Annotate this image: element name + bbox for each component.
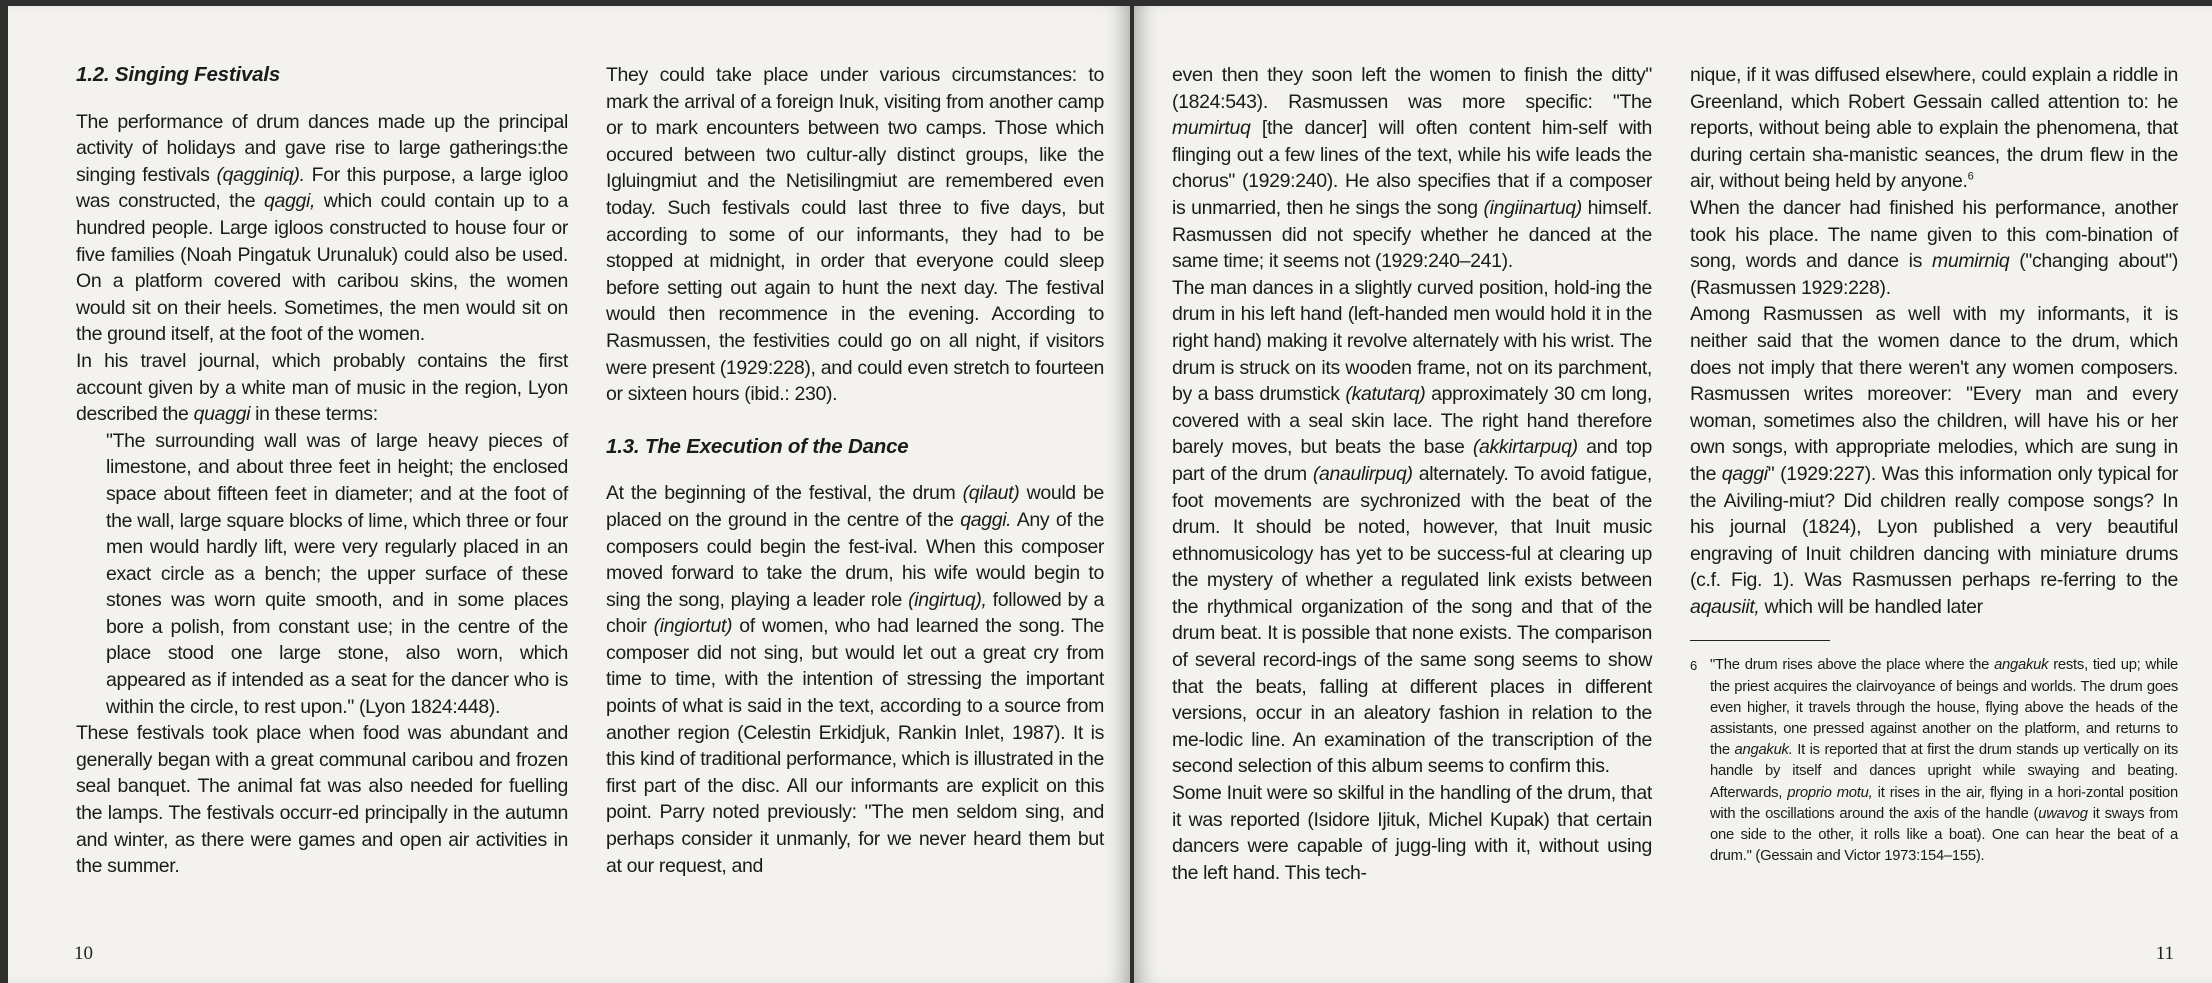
paragraph: even then they soon left the women to finish the ditty" (1824:543). Rasmussen was more specific: "The mumirtuq [the dancer] will often content him-self with flinging out a few lines of the text, while his wife leads the chorus" (1929:240). He also specifies that if a composer is unmarried, then he sings the song (ingiinartuq) himself. Rasmussen did not specify whether he danced at the same time; it seems not (1929:240–241). — [1172, 64, 1653, 273]
left-page — [8, 6, 1130, 983]
paragraph: The man dances in a slightly curved position, hold-ing the drum in his left hand (left-handed men would hold it in the right hand) making it revolve alternately with his wrist. The drum is struck on its wooden frame, not on its parchment, by a bass drumstick (katutarq) approximately 30 cm long, covered with a seal skin lace. The right hand therefore barely moves, but beats the base (akkirtarpuq) and top part of the drum (anaulirpuq) alternately. To avoid fatigue, foot movements are sychronized with the beat of the drum. It should be noted, however, that Inuit music ethnomusicology has yet to be success-ful at clearing up the mystery of whether a regulated link exists between the rhythmical organization of the song and that of the drum beat. It is possible that none exists. The comparison of several record-ings of the same song seems to show that the beats, falling at different places in different versions, occur in an aleatory fashion in relation to the me-lodic line. An examination of the transcription of the second selection of this album seems to confirm this. — [1172, 276, 1652, 778]
footnote-divider — [1690, 640, 1830, 641]
paragraph: The performance of drum dances made up the principal activity of holidays and gave rise to large gatherings:the singing festivals (qagginiq). For this purpose, a large igloo was constructed, the qaggi, which could contain up to a hundred people. Large igloos constructed to house four or five families (Noah Pingatuk Urunaluk) could also be used. On a platform covered with caribou skins, the women would sit on their heels. Sometimes, the men would sit on the ground itself, at the foot of the women. — [76, 110, 568, 346]
footnote — [1690, 655, 2178, 867]
footnote-text: "The drum rises above the place where the angakuk rests, tied up; while the priest acquires the clairvoyance of beings and worlds. The drum goes even higher, it travels through the house, flying above the heads of the assistants, one pressed against another on the platform, and returns to the angakuk. It is reported that at first the drum stands up vertically on its handle by itself and dances upright while swaying and beating. Afterwards, proprio motu, it rises in the air, flying in a hori-zontal position with the oscillations around the axis of the handle (uwavog it sways from one side to the other, it rolls like a boat). One can hear the beat of a drum." (Gessain and Victor 1973:154–155). — [1710, 657, 2179, 865]
paragraph: These festivals took place when food was abundant and generally began with a great communal caribou and frozen seal banquet. The animal fat was also needed for fuelling the lamps. The festivals occurr-ed principally in the autumn and winter, as there were games and open air activities in the summer. — [76, 722, 568, 878]
block-quote: "The surrounding wall was of large heavy pieces of limestone, and about three feet in height; the enclosed space about fifteen feet in diameter; and at the foot of the wall, large square blocks of lime, which three or four men would hardly lift, were very regularly placed in an exact circle as a bench; the upper surface of these stones was worn quite smooth, and in some places bore a polish, from constant use; in the centre of the place stood one large stone, also worn, which appeared as if intended as a seat for the dancer who is within the circle, to rest upon." (Lyon 1824:448). — [106, 429, 568, 718]
right-column-2 — [1690, 62, 2178, 868]
page-number-left: 10 — [74, 943, 93, 964]
paragraph: Among Rasmussen as well with my informants, it is neither said that the women dance to the drum, which does not imply that there weren't any women composers. Rasmussen writes moreover: "Every man and every woman, sometimes also the children, will have his or her own songs, with appropriate melodies, which are sung in the qaggi" (1929:227). Was this information only typical for the Aiviling-miut? Did children really compose songs? In his journal (1824), Lyon published a very beautiful engraving of Inuit children dancing with miniature drums (c.f. Fig. 1). Was Rasmussen perhaps re-ferring to the aqausiit, which will be handled later — [1690, 303, 2178, 618]
footnote-mark: 6 — [1690, 658, 1697, 674]
paragraph: They could take place under various circumstances: to mark the arrival of a foreign Inuk, visiting from another camp or to mark encounters between two camps. Those which occured between two cultur-ally distinct groups, like the Igluingmiut and the Netisilingmiut are remembered even today. Such festivals could last three to five days, but according to some of our informants, they had to be stopped at midnight, in order that everyone could sleep before setting out again to hunt the next day. The festival would then recommence in the evening. According to Rasmussen, the festivities could go on all night, if visitors were present (1929:228), and could even stretch to fourteen or sixteen hours (ibid.: 230). — [606, 64, 1104, 406]
right-column-1 — [1172, 62, 1652, 886]
paragraph: nique, if it was diffused elsewhere, could explain a riddle in Greenland, which Robert Gessain called attention to: he reports, without being able to explain the phenomena, that during certain sha-manistic seances, the drum flew in the air, without being held by anyone.$^6$ — [1690, 64, 2178, 193]
left-column-1 — [76, 62, 568, 880]
paragraph: Some Inuit were so skilful in the handling of the drum, that it was reported (Isidore Ijituk, Michel Kupak) that certain dancers were capable of jugg-ling with it, without using the left hand. This tech- — [1172, 782, 1652, 884]
paragraph: When the dancer had finished his performance, another took his place. The name given to this com-bination of song, words and dance is mumirniq ("changing about") (Rasmussen 1929:228). — [1690, 196, 2178, 299]
paragraph: In his travel journal, which probably contains the first account given by a white man of music in the region, Lyon described the quaggi in these terms: — [76, 349, 568, 426]
left-column-2 — [606, 62, 1104, 879]
page-number-right: 11 — [2155, 943, 2174, 964]
footnote-reference: 6 — [1967, 170, 1974, 183]
right-page — [1134, 6, 2212, 983]
heading-singing-festivals: 1.2. Singing Festivals — [76, 63, 281, 86]
heading-execution-of-dance: 1.3. The Execution of the Dance — [606, 434, 909, 458]
paragraph: At the beginning of the festival, the drum (qilaut) would be placed on the ground in the centre of the qaggi. Any of the composers could begin the fest-ival. When this composer moved forward to take the drum, his wife would begin to sing the song, playing a leader role (ingirtuq), followed by a choir (ingiortut) of women, who had learned the song. The composer did not sing, but would let out a great cry from time to time, with the intention of stressing the important points of what is said in the text, according to a source from another region (Celestin Erkidjuk, Rankin Inlet, 1987). It is this kind of traditional performance, which is illustrated in the first part of the disc. All our informants are explicit on this point. Parry noted previously: "The men seldom sing, and perhaps consider it unmanly, for we never heard them but at our request, and — [606, 482, 1105, 877]
